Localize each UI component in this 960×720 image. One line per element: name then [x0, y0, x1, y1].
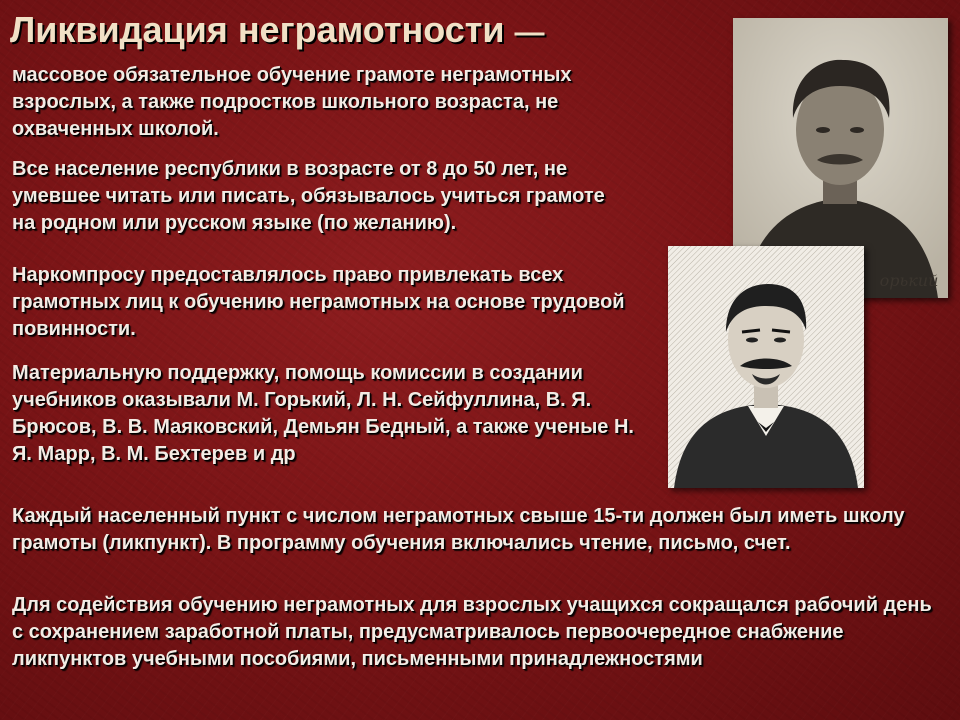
- paragraph-population: Все население республики в возрасте от 8 до 50 лет, не умевшее читать или писать, обязывалось учиться грамоте на родном или русском языке (по желанию).: [12, 158, 605, 234]
- title-text: Ликвидация неграмотности: [10, 9, 505, 50]
- paragraph-workday: Для содействия обучению неграмотных для взрослых учащихся сокращался рабочий день с сохранением заработной платы, предусматривалось первоочередное снабжение ликпунктов учебными пособиями, письменными принадлежностями: [12, 594, 932, 670]
- portrait-signature: орький: [879, 271, 939, 290]
- paragraph-likpunkt: Каждый населенный пункт с числом неграмотных свыше 15-ти должен был иметь школу грамоты (ликпункт). В программу обучения включались чтение, письмо, счет.: [12, 505, 905, 554]
- portrait-bryusov-image: [668, 246, 864, 488]
- portrait-photo-bryusov: [668, 246, 864, 488]
- slide-title: [10, 10, 545, 50]
- paragraph-definition: массовое обязательное обучение грамоте неграмотных взрослых, а также подростков школьного возраста, не охваченных школой.: [12, 64, 572, 140]
- paragraph-narkompros: Наркомпросу предоставлялось право привлекать всех грамотных лиц к обучению неграмотных на основе трудовой повинности.: [12, 264, 625, 340]
- title-dash: —: [514, 16, 545, 49]
- paragraph-support: Материальную поддержку, помощь комиссии в создании учебников оказывали М. Горький, Л. Н. Сейфуллина, В. Я. Брюсов, В. В. Маяковский, Демьян Бедный, а также ученые Н. Я. Марр, В. М. Бехтерев и др: [12, 362, 634, 465]
